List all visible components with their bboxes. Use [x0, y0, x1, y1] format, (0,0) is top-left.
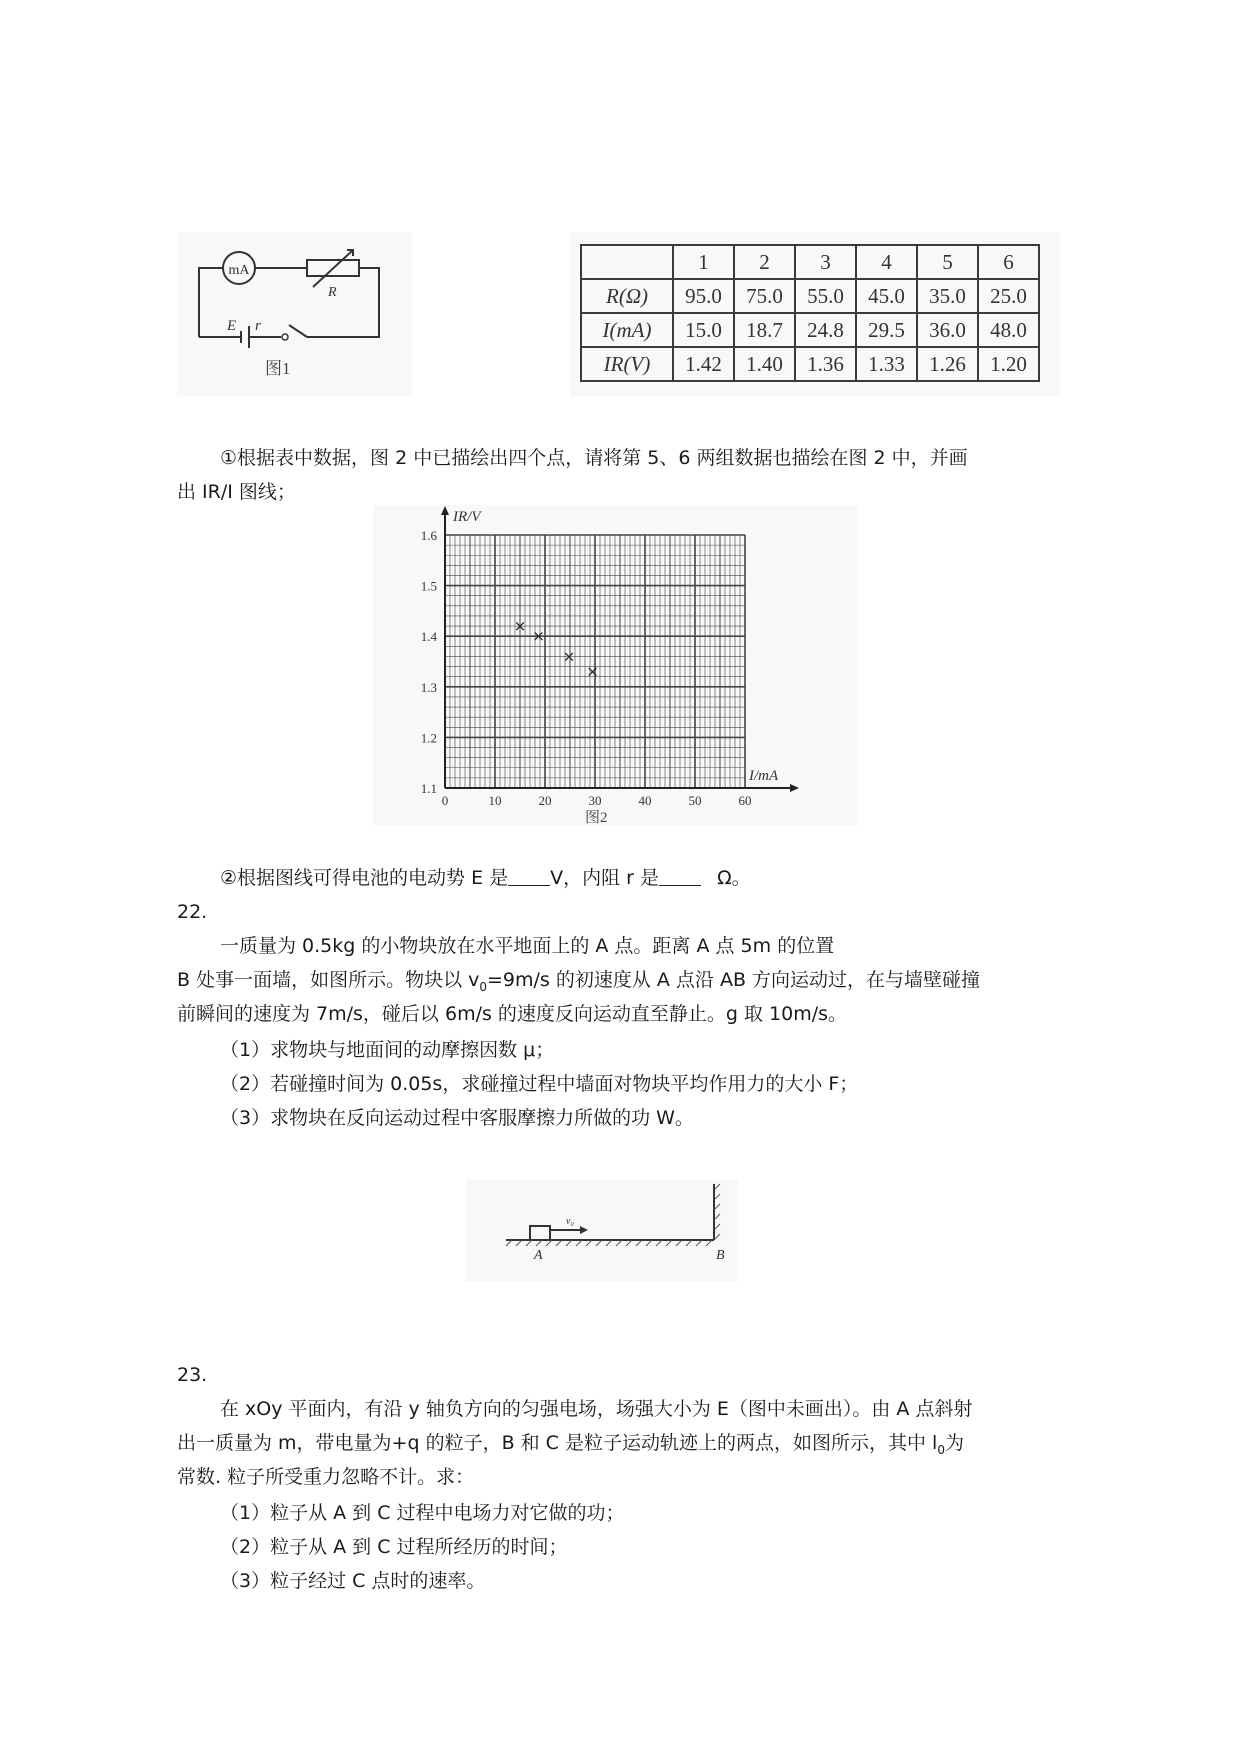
- circuit-diagram: [177, 232, 412, 396]
- x-tick-label: 10: [488, 793, 502, 808]
- x-axis-arrow: [790, 784, 799, 792]
- q22-line2: [177, 965, 980, 1002]
- y-tick-label: 1.2: [420, 730, 437, 746]
- q21-step2-text-a: ②根据图线可得电池的电动势 E 是: [220, 867, 509, 889]
- y-tick-label: 1.5: [420, 578, 437, 594]
- q21-step2-text-c: Ω。: [717, 867, 751, 889]
- chart-grid: [445, 535, 745, 788]
- y-tick-label: 1.4: [420, 629, 437, 645]
- x-tick-label: 0: [441, 793, 449, 808]
- data-point-marker: ×: [513, 617, 527, 636]
- table-cell: 1.33: [856, 347, 917, 381]
- table-column-header: 6: [978, 245, 1039, 279]
- q23-line2-text: 出一质量为 m，带电量为+q 的粒子，B 和 C 是粒子运动轨迹上的两点，如图所示，其中 l: [177, 1432, 938, 1454]
- block-wall-diagram: [466, 1180, 738, 1282]
- internal-resistance-label: r: [255, 318, 261, 334]
- data-point-marker: ×: [586, 662, 599, 681]
- internal-resistance-answer-blank[interactable]: [659, 867, 701, 886]
- q22-sub3: （3）求物块在反向运动过程中客服摩擦力所做的功 W。: [220, 1107, 694, 1129]
- table-column-header: 2: [734, 245, 795, 279]
- data-point-marker: ×: [562, 647, 576, 666]
- table-cell: 18.7: [734, 313, 795, 347]
- table-cell: 35.0: [917, 279, 978, 313]
- row-label: R(Ω): [581, 279, 673, 313]
- ir-i-chart: [373, 505, 858, 825]
- x-tick-label: 50: [688, 793, 702, 808]
- q23-line3: 常数. 粒子所受重力忽略不计。求：: [177, 1466, 475, 1488]
- table-column-header: 3: [795, 245, 856, 279]
- emf-answer-blank[interactable]: [508, 867, 550, 886]
- q22-number: 22.: [177, 901, 208, 923]
- table-cell: 29.5: [856, 313, 917, 347]
- y-tick-label: 1.6: [420, 528, 437, 543]
- data-table: [580, 244, 1040, 382]
- q23-line2-sub: 0: [937, 1442, 945, 1457]
- q21-step1-line2: 出 IR/I 图线；: [177, 481, 296, 503]
- y-axis-arrow: [441, 506, 449, 515]
- x-tick-label: 20: [538, 793, 552, 808]
- velocity-label: v₀: [566, 1216, 574, 1227]
- point-b-label: B: [716, 1248, 725, 1263]
- block-wall-figure: [466, 1180, 738, 1282]
- point-a-label: A: [534, 1248, 543, 1263]
- q22-line1: 一质量为 0.5kg 的小物块放在水平地面上的 A 点。距离 A 点 5m 的位置: [220, 935, 835, 957]
- chart-points: [514, 617, 599, 681]
- q23-line2-end: 为: [944, 1432, 964, 1454]
- y-tick-label: 1.3: [420, 679, 437, 695]
- x-tick-label: 30: [588, 793, 602, 808]
- table-cell: 75.0: [734, 279, 795, 313]
- figure2-caption: 图2: [585, 810, 608, 825]
- table-cell: 15.0: [673, 313, 734, 347]
- table-cell: 25.0: [978, 279, 1039, 313]
- q22-line2-sub: 0: [479, 979, 487, 994]
- x-tick-label: 40: [638, 793, 652, 808]
- table-column-header: 1: [673, 245, 734, 279]
- table-cell: 55.0: [795, 279, 856, 313]
- x-tick-label: 60: [738, 793, 752, 808]
- table-cell: 95.0: [673, 279, 734, 313]
- table-cell: 1.20: [978, 347, 1039, 381]
- table-cell: 45.0: [856, 279, 917, 313]
- table-cell: 1.42: [673, 347, 734, 381]
- q21-step1-line1: ①根据表中数据，图 2 中已描绘出四个点，请将第 5、6 两组数据也描绘在图 2 中，并画: [220, 447, 968, 469]
- q23-sub3: （3）粒子经过 C 点时的速率。: [220, 1570, 486, 1592]
- q21-step2-text-b: V，内阻 r 是: [550, 867, 660, 889]
- figure1-caption: 图1: [265, 359, 291, 378]
- q23-line1: 在 xOy 平面内，有沿 y 轴负方向的匀强电场，场强大小为 E（图中未画出）。由 A 点斜射: [220, 1398, 973, 1420]
- table-cell: 24.8: [795, 313, 856, 347]
- q21-step2: [220, 863, 751, 893]
- data-point-marker: ×: [532, 627, 545, 646]
- q22-sub1: （1）求物块与地面间的动摩擦因数 μ；: [220, 1039, 555, 1061]
- table-row: [581, 313, 1039, 347]
- emf-label: E: [227, 318, 237, 334]
- q23-number: 23.: [177, 1364, 208, 1386]
- q22-line3: 前瞬间的速度为 7m/s，碰后以 6m/s 的速度反向运动直至静止。g 取 10m/s。: [177, 1003, 848, 1025]
- table-cell: 1.26: [917, 347, 978, 381]
- table-row: [581, 347, 1039, 381]
- table-column-header: 5: [917, 245, 978, 279]
- table-cell: 1.36: [795, 347, 856, 381]
- x-axis-label: I/mA: [749, 768, 779, 784]
- data-table-figure: [570, 232, 1060, 396]
- q23-line2: [177, 1428, 964, 1465]
- circuit-figure: [177, 232, 412, 396]
- row-label: IR(V): [581, 347, 673, 381]
- q22-sub2: （2）若碰撞时间为 0.05s，求碰撞过程中墙面对物块平均作用力的大小 F；: [220, 1073, 859, 1095]
- row-label: I(mA): [581, 313, 673, 347]
- table-cell: 1.40: [734, 347, 795, 381]
- q22-line2-a: B 处事一面墙，如图所示。物块以 v: [177, 969, 480, 991]
- graph-figure: [373, 505, 858, 825]
- table-cell: 36.0: [917, 313, 978, 347]
- y-axis-label: IR/V: [453, 509, 481, 525]
- q22-line2-b: =9m/s 的初速度从 A 点沿 AB 方向运动过，在与墙壁碰撞: [487, 969, 981, 991]
- y-tick-label: 1.1: [420, 781, 437, 796]
- table-row: [581, 279, 1039, 313]
- meter-label: mA: [228, 263, 250, 278]
- q23-sub1: （1）粒子从 A 到 C 过程中电场力对它做的功；: [220, 1502, 625, 1524]
- table-cell: 48.0: [978, 313, 1039, 347]
- table-column-header: 4: [856, 245, 917, 279]
- q23-sub2: （2）粒子从 A 到 C 过程所经历的时间；: [220, 1536, 568, 1558]
- table-header-row: [581, 245, 1039, 279]
- resistor-label: R: [328, 285, 337, 300]
